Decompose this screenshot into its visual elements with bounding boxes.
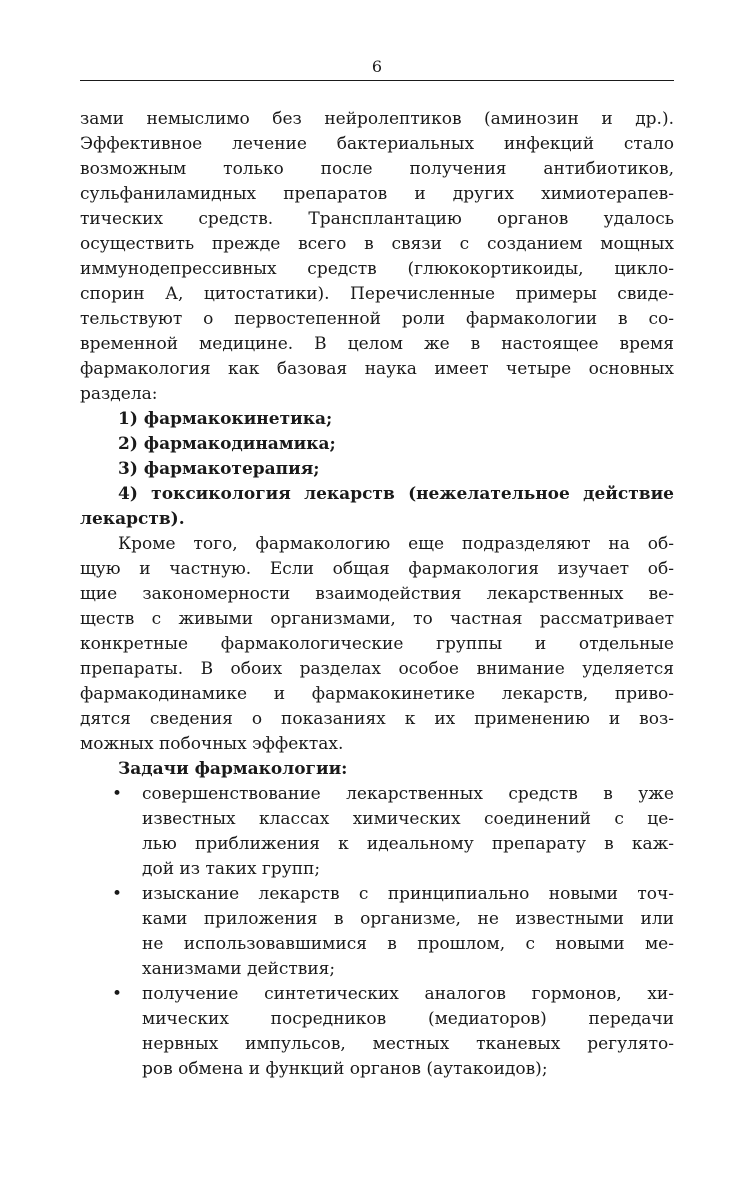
text-line: иммунодепрессивных средств (глюкокортикоиды, цикло-	[80, 259, 674, 279]
sections-list	[80, 407, 674, 532]
section-item: 4) токсикология лекарств (нежелательное действие	[118, 484, 674, 504]
bullet-icon: •	[112, 884, 123, 904]
section-item: 3) фармакотерапия;	[118, 459, 320, 479]
text-line: ров обмена и функций органов (аутакоидов);	[142, 1059, 548, 1079]
text-line: изыскание лекарств с принципиально новыми точ-	[142, 884, 674, 904]
text-line: можных побочных эффектах.	[80, 734, 344, 754]
text-line: дятся сведения о показаниях к их применению и воз-	[80, 709, 674, 729]
text-line: ханизмами действия;	[142, 959, 336, 979]
text-line: осуществить прежде всего в связи с созданием мощных	[80, 234, 674, 254]
text-line: щие закономерности взаимодействия лекарственных ве-	[80, 584, 674, 604]
section-item: 2) фармакодинамика;	[118, 434, 336, 454]
running-header	[80, 56, 674, 78]
list-item	[80, 882, 674, 982]
section-item-continuation: лекарств).	[80, 509, 185, 529]
text-line: совершенствование лекарственных средств в уже	[142, 784, 674, 804]
book-page	[80, 56, 674, 1082]
text-line: возможным только после получения антибиотиков,	[80, 159, 674, 179]
text-line: получение синтетических аналогов гормонов, хи-	[142, 984, 674, 1004]
list-item	[80, 782, 674, 882]
text-line: сульфаниламидных препаратов и других химиотерапев-	[80, 184, 674, 204]
text-line: фармакодинамике и фармакокинетике лекарств, приво-	[80, 684, 674, 704]
bullet-icon: •	[112, 984, 123, 1004]
paragraph-intro	[80, 107, 674, 407]
text-line: спорин А, цитостатики). Перечисленные примеры свиде-	[80, 284, 674, 304]
text-line: нервных импульсов, местных тканевых регулято-	[142, 1034, 674, 1054]
text-line: временной медицине. В целом же в настоящее время	[80, 334, 674, 354]
text-line: раздела:	[80, 384, 158, 404]
text-line: Кроме того, фармакологию еще подразделяют на об-	[118, 534, 674, 554]
section-item: 1) фармакокинетика;	[118, 409, 333, 429]
text-line: ками приложения в организме, не известными или	[142, 909, 674, 929]
text-line: щую и частную. Если общая фармакология изучает об-	[80, 559, 674, 579]
text-line: конкретные фармакологические группы и отдельные	[80, 634, 674, 654]
text-line: тельствуют о первостепенной роли фармакологии в со-	[80, 309, 674, 329]
text-line: зами немыслимо без нейролептиков (аминозин и др.).	[80, 109, 674, 129]
text-line: тических средств. Трансплантацию органов удалось	[80, 209, 674, 229]
text-line: фармакология как базовая наука имеет четыре основных	[80, 359, 674, 379]
text-line: мических посредников (медиаторов) передачи	[142, 1009, 674, 1029]
list-item	[80, 982, 674, 1082]
page-number: 6	[371, 57, 383, 76]
text-line: Эффективное лечение бактериальных инфекций стало	[80, 134, 674, 154]
text-line: лью приближения к идеальному препарату в каж-	[142, 834, 674, 854]
text-line: не использовавшимися в прошлом, с новыми ме-	[142, 934, 674, 954]
tasks-heading: Задачи фармакологии:	[118, 759, 348, 779]
page-body	[80, 107, 674, 1082]
text-line: дой из таких групп;	[142, 859, 321, 879]
header-rule	[80, 80, 674, 81]
bullet-icon: •	[112, 784, 123, 804]
paragraph-general-special	[80, 532, 674, 757]
tasks-list	[80, 782, 674, 1082]
text-line: ществ с живыми организмами, то частная рассматривает	[80, 609, 674, 629]
text-line: известных классах химических соединений с це-	[142, 809, 674, 829]
text-line: препараты. В обоих разделах особое внимание уделяется	[80, 659, 674, 679]
